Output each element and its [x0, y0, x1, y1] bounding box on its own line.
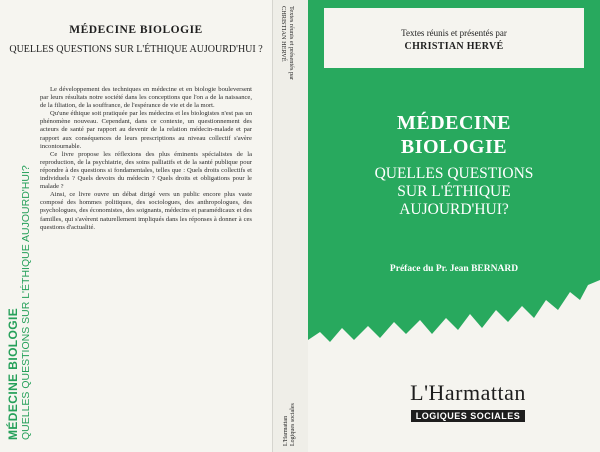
front-credit-line1: Textes réunis et présentés par: [401, 28, 507, 38]
spine-collection-name: Logiques sociales: [290, 403, 296, 446]
blurb-paragraph: Qu'une éthique soit pratiquée par les médecins et les biologistes n'est pas un phénomène nouveau. Cependant, dans ce contexte, un questionnement des acteurs de santé par rapport au devenir de la relation médecin-malade et par rapport aux conséquences de leurs prescriptions au niveau collectif s'avère incontournable.: [40, 110, 252, 150]
front-title-line1: MÉDECINE: [396, 112, 511, 134]
back-cover: [0, 0, 272, 452]
collection-label: LOGIQUES SOCIALES: [411, 410, 526, 422]
blurb-paragraph: Le développement des techniques en médecine et en biologie bouleversent par leurs résultats notre société dans les conceptions que l'on a de la naissance, de la filiation, de la souffrance, de l'espérance de vie et de la mort.: [40, 86, 252, 110]
blurb-paragraph: Ce livre propose les réflexions des plus éminents spécialistes de la reproduction, de la psychiatrie, des soins palliatifs et de la santé publique pour répondre à des questions si fondamentales, telles que : Quels droits collectifs et individuels ? Quels devoirs du médecin ? Quels droits et obligations pour le malade ?: [40, 150, 252, 191]
front-title-line2: BIOLOGIE: [400, 136, 508, 158]
back-subtitle: QUELLES QUESTIONS SUR L'ÉTHIQUE AUJOURD'HUI ?: [9, 44, 263, 55]
front-preface: Préface du Pr. Jean BERNARD: [389, 264, 519, 274]
spine-title: MÉDECINE BIOLOGIE: [6, 307, 20, 440]
spine-credit: [279, 6, 295, 80]
credit-box: [324, 8, 584, 68]
publisher-name: L'Harmattan: [410, 380, 526, 405]
spine-credit-line2: CHRISTIAN HERVÉ: [280, 6, 287, 62]
spine-credit-line1: Textes réunis et présentés par: [288, 6, 295, 81]
spine-subtitle: QUELLES QUESTIONS SUR L'ÉTHIQUE AUJOURD'HUI?: [20, 165, 32, 440]
front-subtitle-line3: AUJOURD'HUI?: [399, 201, 509, 218]
blurb-paragraph: Ainsi, ce livre ouvre un débat dirigé vers un public encore plus vaste composé des hommes politiques, des sociologues, des anthropologues, des psychologues, des économistes, des soignants, médecins et paramédicaux et des familles, qui s'avèrent naturellement impliqués dans les réponses à donner à ces questions d'actualité.: [40, 191, 252, 231]
back-title: MÉDECINE BIOLOGIE: [69, 24, 203, 36]
front-subtitle-line2: SUR L'ÉTHIQUE: [397, 183, 511, 200]
publisher-logo: [398, 380, 538, 424]
back-blurb: [40, 86, 252, 232]
spine-title-block: [6, 165, 32, 440]
front-author: CHRISTIAN HERVÉ: [404, 41, 504, 52]
front-subtitle-line1: QUELLES QUESTIONS: [374, 165, 534, 182]
front-subtitle: [308, 165, 600, 219]
spine-publisher-name: L'Harmattan: [283, 415, 289, 446]
spine-publisher: [283, 403, 297, 446]
